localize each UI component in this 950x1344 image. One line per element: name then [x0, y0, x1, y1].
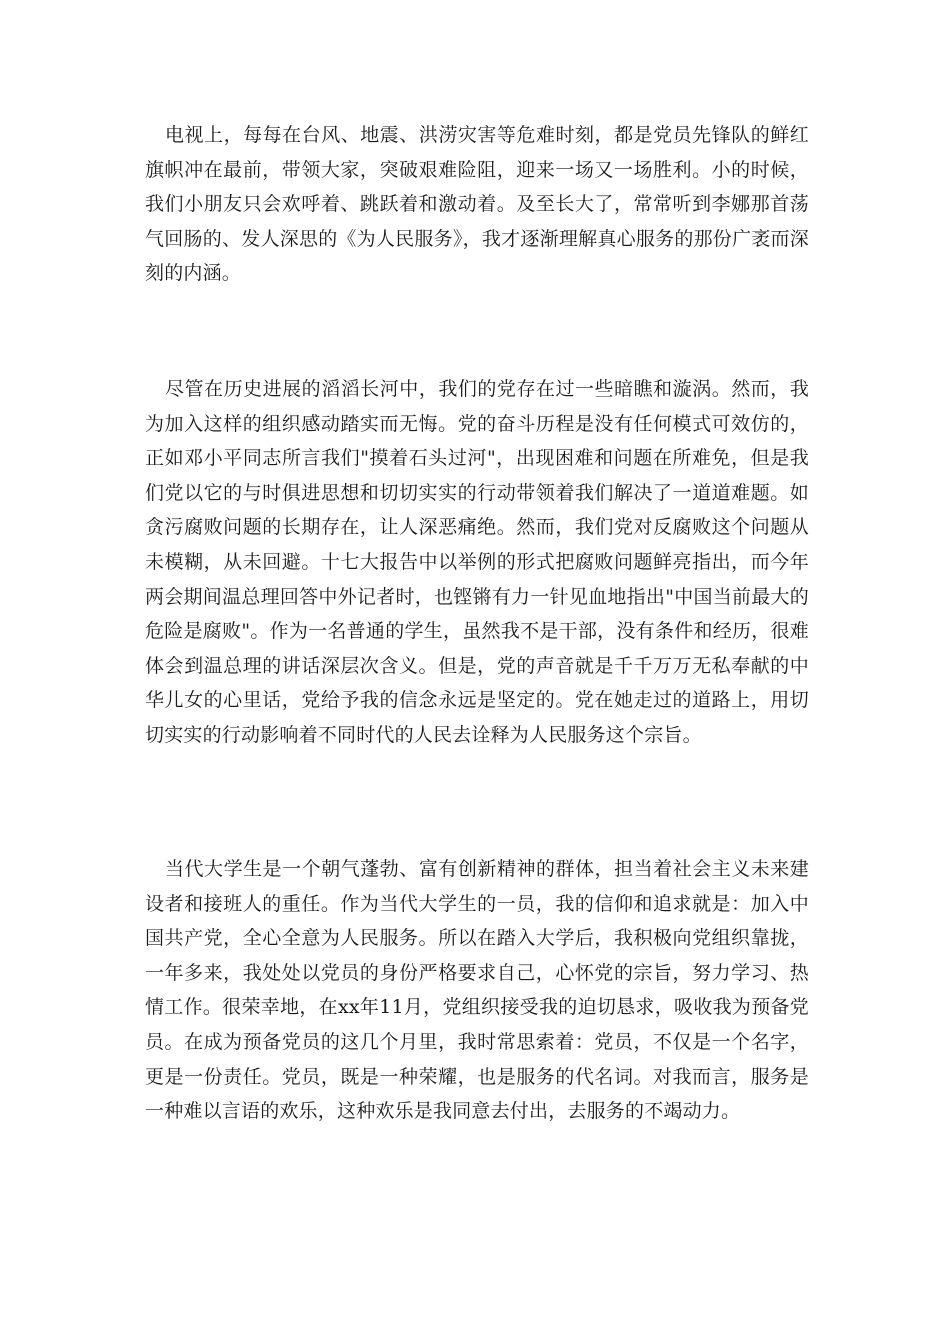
paragraph-2: 尽管在历史进展的滔滔长河中，我们的党存在过一些暗瞧和漩涡。然而，我为加入这样的组织感动踏实而无悔。党的奋斗历程是没有任何模式可效仿的，正如邓小平同志所言我们"摸着石头过河"，出现困难和问题在所难免，但是我们党以它的与时俱进思想和切切实实的行动带领着我们解决了一道道难题。如贪污腐败问题的长期存在，让人深恶痛绝。然而，我们党对反腐败这个问题从未模糊，从未回避。十七大报告中以举例的形式把腐败问题鲜亮指出，而今年两会期间温总理回答中外记者时，也铿锵有力一针见血地指出"中国当前最大的危险是腐败"。作为一名普通的学生，虽然我不是干部，没有条件和经历，很难体会到温总理的讲话深层次含义。但是，党的声音就是千千万万无私奉献的中华儿女的心里话，党给予我的信念永远是坚定的。党在她走过的道路上，用切切实实的行动影响着不同时代的人民去诠释为人民服务这个宗旨。 — [145, 378, 809, 746]
paragraph-3: 当代大学生是一个朝气蓬勃、富有创新精神的群体，担当着社会主义未来建设者和接班人的重任。作为当代大学生的一员，我的信仰和追求就是：加入中国共产党，全心全意为人民服务。所以在踏入大学后，我积极向党组织靠拢，一年多来，我处处以党员的身份严格要求自己，心怀党的宗旨，努力学习、热情工作。很荣幸地，在xx年11月，党组织接受我的迫切恳求，吸收我为预备党员。在成为预备党员的这几个月里，我时常思索着：党员，不仅是一个名字，更是一份责任。党员，既是一种荣耀，也是服务的代名词。对我而言，服务是一种难以言语的欢乐，这种欢乐是我同意去付出，去服务的不竭动力。 — [145, 858, 809, 1123]
paragraph-1: 电视上，每每在台风、地震、洪涝灾害等危难时刻，都是党员先锋队的鲜红旗帜冲在最前，带领大家，突破艰难险阻，迎来一场又一场胜利。小的时候，我们小朋友只会欢呼着、跳跃着和激动着。及至长大了，常常听到李娜那首荡气回肠的、发人深思的《为人民服务》，我才逐渐理解真心服务的那份广袤而深刻的内涵。 — [145, 124, 809, 285]
